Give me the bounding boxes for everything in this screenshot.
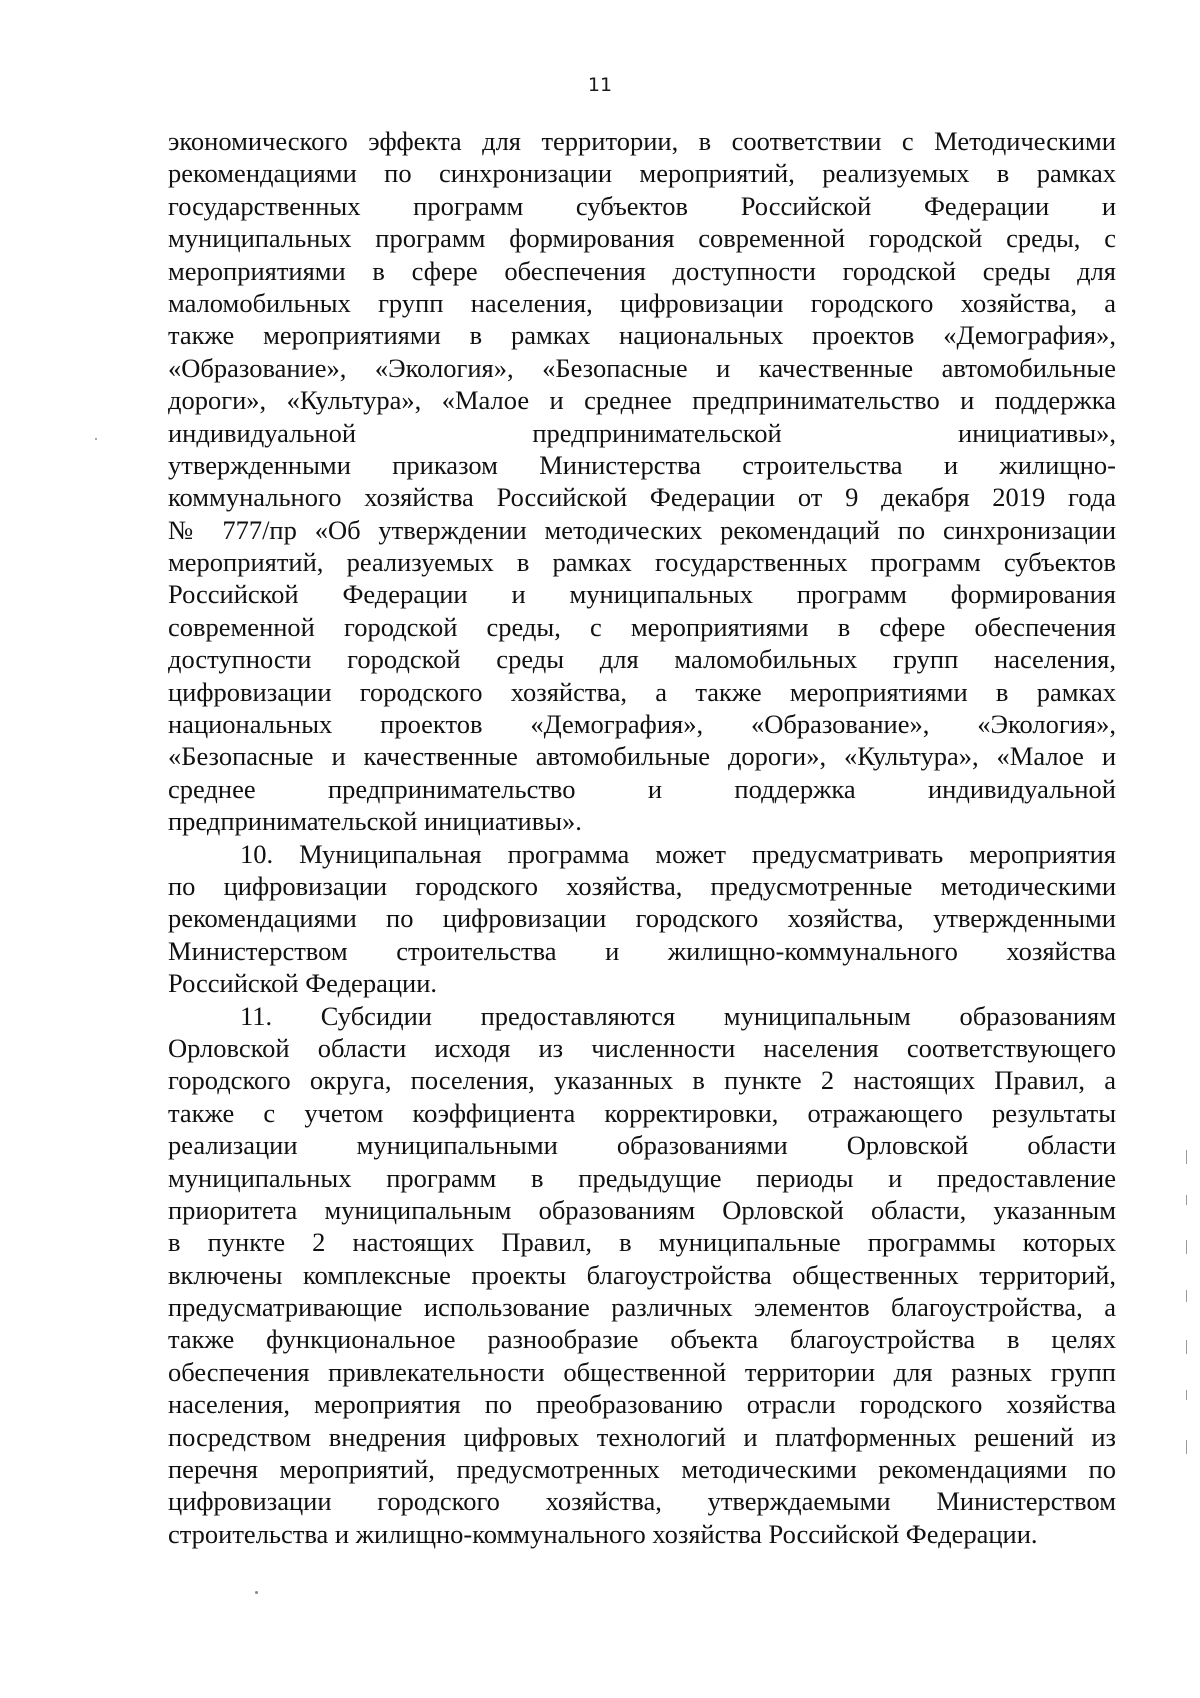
text-line: Орловской области исходя из численности населения соответствующего	[168, 1032, 1116, 1063]
text-line: национальных проектов «Демография», «Образование», «Экология»,	[168, 709, 1116, 740]
text-line: предусматривающие использование различных элементов благоустройства, а	[168, 1292, 1116, 1323]
text-line: экономического эффекта для территории, в соответствии с Методическими	[168, 126, 1116, 156]
text-line: индивидуальной предпринимательской инициативы»,	[168, 417, 1116, 448]
text-line: посредством внедрения цифровых технологий и платформенных решений из	[168, 1421, 1116, 1452]
text-line: коммунального хозяйства Российской Федерации от 9 декабря 2019 года	[168, 482, 1116, 513]
text-line: цифровизации городского хозяйства, утверждаемыми Министерством	[168, 1486, 1116, 1517]
text-line: городского округа, поселения, указанных в пункте 2 настоящих Правил, а	[168, 1065, 1116, 1096]
text-line: мероприятий, реализуемых в рамках государственных программ субъектов	[168, 547, 1116, 578]
text-line: «Безопасные и качественные автомобильные дороги», «Культура», «Малое и	[168, 741, 1116, 772]
text-line: также с учетом коэффициента корректировки, отражающего результаты	[168, 1097, 1116, 1128]
scan-edge-mark	[1186, 1150, 1187, 1164]
text-line: Российской Федерации и муниципальных программ формирования	[168, 579, 1116, 610]
scan-speck	[95, 438, 97, 440]
text-line: перечня мероприятий, предусмотренных методическими рекомендациями по	[168, 1454, 1116, 1485]
text-line: приоритета муниципальным образованиям Орловской области, указанным	[168, 1194, 1116, 1225]
scan-edge-mark	[1186, 1240, 1187, 1254]
paragraph-item-10	[168, 838, 1116, 1000]
scan-edge-mark	[1186, 1340, 1187, 1354]
text-line: «Образование», «Экология», «Безопасные и качественные автомобильные	[168, 352, 1116, 383]
text-line: в пункте 2 настоящих Правил, в муниципальные программы которых	[168, 1227, 1116, 1258]
text-line: по цифровизации городского хозяйства, предусмотренные методическими	[168, 870, 1116, 901]
paragraph-item-11	[168, 1000, 1116, 1551]
text-line: Министерством строительства и жилищно-коммунального хозяйства	[168, 935, 1116, 966]
text-line: 11. Субсидии предоставляются муниципальным образованиям	[240, 1000, 1116, 1031]
text-line: мероприятиями в сфере обеспечения доступности городской среды для	[168, 255, 1116, 286]
scan-speck	[255, 1591, 258, 1594]
text-line: реализации муниципальными образованиями Орловской области	[168, 1130, 1116, 1161]
text-line: утвержденными приказом Министерства строительства и жилищно-	[168, 449, 1116, 480]
scan-edge-mark	[1186, 1195, 1187, 1205]
text-line: современной городской среды, с мероприятиями в сфере обеспечения	[168, 611, 1116, 642]
text-line: № 777/пр «Об утверждении методических рекомендаций по синхронизации	[168, 514, 1116, 545]
text-line: рекомендациями по цифровизации городского хозяйства, утвержденными	[168, 903, 1116, 934]
text-line: обеспечения привлекательности общественной территории для разных групп	[168, 1356, 1116, 1387]
text-line: включены комплексные проекты благоустройства общественных территорий,	[168, 1259, 1116, 1290]
text-line: муниципальных программ формирования современной городской среды, с	[168, 223, 1116, 254]
text-line: 10. Муниципальная программа может предусматривать мероприятия	[240, 838, 1116, 869]
text-line: государственных программ субъектов Российской Федерации и	[168, 190, 1116, 221]
text-line: рекомендациями по синхронизации мероприятий, реализуемых в рамках	[168, 158, 1116, 189]
text-line: также мероприятиями в рамках национальных проектов «Демография»,	[168, 320, 1116, 351]
text-line: маломобильных групп населения, цифровизации городского хозяйства, а	[168, 287, 1116, 318]
scan-edge-mark	[1186, 1290, 1187, 1302]
scan-edge-mark	[1186, 1390, 1187, 1400]
text-line: дороги», «Культура», «Малое и среднее предпринимательство и поддержка	[168, 385, 1116, 416]
text-line: среднее предпринимательство и поддержка индивидуальной	[168, 773, 1116, 804]
text-line: Российской Федерации.	[168, 968, 437, 999]
document-body	[168, 125, 1116, 1550]
text-line: населения, мероприятия по преобразованию отрасли городского хозяйства	[168, 1389, 1116, 1420]
text-line: доступности городской среды для маломобильных групп населения,	[168, 644, 1116, 675]
page-number: 11	[587, 74, 613, 96]
paragraph-continuation	[168, 125, 1116, 838]
text-line: также функциональное разнообразие объекта благоустройства в целях	[168, 1324, 1116, 1355]
text-line: цифровизации городского хозяйства, а также мероприятиями в рамках	[168, 676, 1116, 707]
scan-edge-mark	[1186, 1440, 1187, 1454]
text-line: предпринимательской инициативы».	[168, 806, 582, 837]
text-line: строительства и жилищно-коммунального хозяйства Российской Федерации.	[168, 1518, 1038, 1549]
text-line: муниципальных программ в предыдущие периоды и предоставление	[168, 1162, 1116, 1193]
